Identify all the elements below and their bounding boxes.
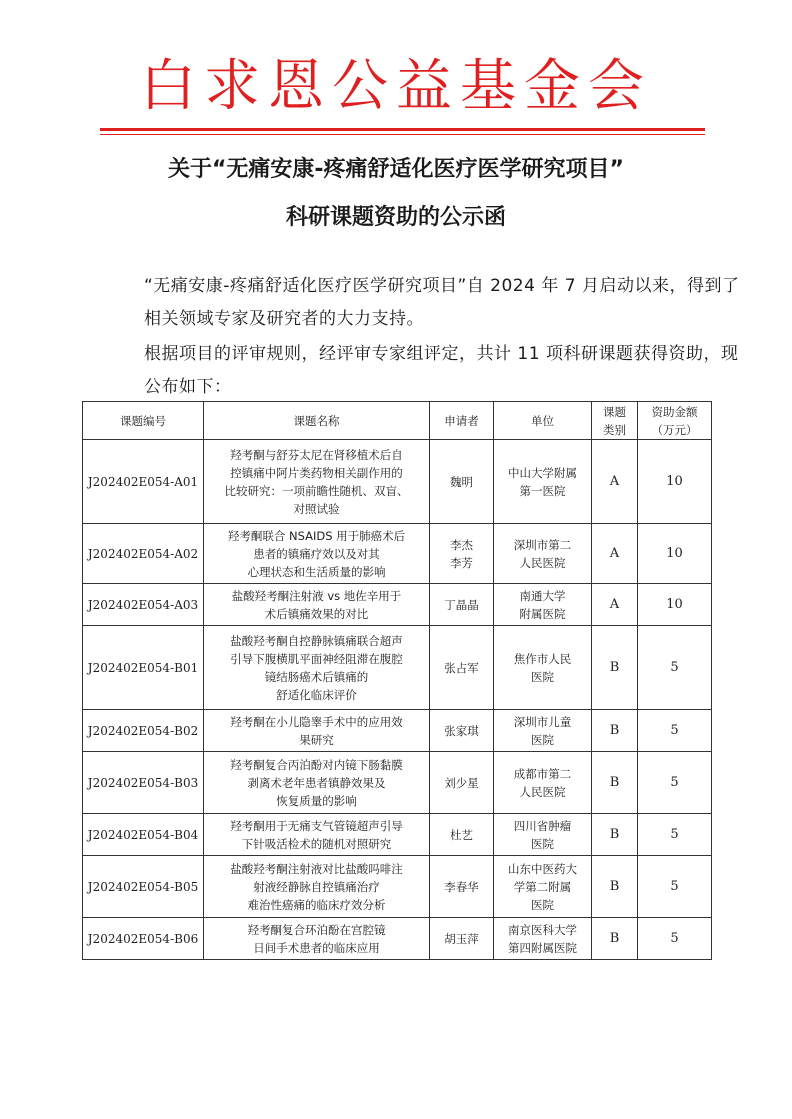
cell-amount: 5 <box>638 856 712 918</box>
document-title-line2: 科研课题资助的公示函 <box>285 205 506 230</box>
cell-unit: 成都市第二 人民医院 <box>494 752 592 814</box>
cell-amount: 5 <box>638 710 712 752</box>
cell-unit: 中山大学附属 第一医院 <box>494 440 592 524</box>
cell-name: 羟考酮在小儿隐睾手术中的应用效 果研究 <box>204 710 430 752</box>
document-title-line1: 关于“无痛安康-疼痛舒适化医疗医学研究项目” <box>167 157 625 182</box>
cell-applicant: 刘少星 <box>430 752 494 814</box>
cell-name: 羟考酮联合 NSAIDS 用于肺癌术后 患者的镇痛疗效以及对其 心理状态和生活质量的影响 <box>204 524 430 584</box>
cell-amount: 5 <box>638 814 712 856</box>
cell-applicant: 杜艺 <box>430 814 494 856</box>
table-row <box>83 814 712 856</box>
cell-applicant: 丁晶晶 <box>430 584 494 626</box>
table-row <box>83 856 712 918</box>
table-row <box>83 524 712 584</box>
cell-amount: 5 <box>638 626 712 710</box>
header-divider-thick <box>100 128 705 131</box>
cell-category: B <box>592 626 638 710</box>
cell-category: A <box>592 440 638 524</box>
cell-category: B <box>592 918 638 960</box>
cell-code: J202402E054-A02 <box>83 524 204 584</box>
grant-table <box>82 401 712 960</box>
cell-unit: 深圳市第二 人民医院 <box>494 524 592 584</box>
cell-amount: 10 <box>638 440 712 524</box>
table-row <box>83 752 712 814</box>
cell-category: B <box>592 856 638 918</box>
table-row <box>83 626 712 710</box>
organization-name: 白求恩公益基金会 <box>140 54 652 119</box>
header-category: 课题 类别 <box>592 402 638 440</box>
cell-applicant: 李杰 李芳 <box>430 524 494 584</box>
announcement-paragraph: 根据项目的评审规则，经评审专家组评定，共计 11 项科研课题获得资助，现公布如下： <box>144 344 739 397</box>
cell-applicant: 李春华 <box>430 856 494 918</box>
table-row <box>83 584 712 626</box>
cell-applicant: 胡玉萍 <box>430 918 494 960</box>
cell-amount: 5 <box>638 918 712 960</box>
table-row <box>83 710 712 752</box>
cell-code: J202402E054-B05 <box>83 856 204 918</box>
cell-amount: 5 <box>638 752 712 814</box>
intro-paragraph: “无痛安康-疼痛舒适化医疗医学研究项目”自 2024 年 7 月启动以来，得到了相关领域专家及研究者的大力支持。 <box>144 276 740 329</box>
table-row <box>83 440 712 524</box>
table-header-row <box>83 402 712 440</box>
cell-name: 羟考酮与舒芬太尼在肾移植术后自 控镇痛中阿片类药物相关副作用的 比较研究：一项前瞻性随机、双盲、 对照试验 <box>204 440 430 524</box>
cell-amount: 10 <box>638 584 712 626</box>
cell-name: 盐酸羟考酮注射液 vs 地佐辛用于 术后镇痛效果的对比 <box>204 584 430 626</box>
cell-unit: 南京医科大学 第四附属医院 <box>494 918 592 960</box>
cell-code: J202402E054-B03 <box>83 752 204 814</box>
header-divider-thin <box>100 134 705 135</box>
cell-category: B <box>592 752 638 814</box>
cell-code: J202402E054-B01 <box>83 626 204 710</box>
cell-category: B <box>592 814 638 856</box>
header-amount: 资助金额 （万元） <box>638 402 712 440</box>
table-body <box>83 440 712 960</box>
cell-code: J202402E054-A01 <box>83 440 204 524</box>
cell-name: 羟考酮复合环泊酚在宫腔镜 日间手术患者的临床应用 <box>204 918 430 960</box>
cell-name: 羟考酮复合丙泊酚对内镜下肠黏膜 剥离术老年患者镇静效果及 恢复质量的影响 <box>204 752 430 814</box>
table-row <box>83 918 712 960</box>
cell-unit: 四川省肿瘤 医院 <box>494 814 592 856</box>
header-code: 课题编号 <box>83 402 204 440</box>
header-unit: 单位 <box>494 402 592 440</box>
cell-category: A <box>592 584 638 626</box>
cell-code: J202402E054-B02 <box>83 710 204 752</box>
cell-category: B <box>592 710 638 752</box>
cell-code: J202402E054-B04 <box>83 814 204 856</box>
cell-applicant: 张占军 <box>430 626 494 710</box>
header-name: 课题名称 <box>204 402 430 440</box>
cell-name: 盐酸羟考酮自控静脉镇痛联合超声 引导下腹横肌平面神经阻滞在腹腔 镜结肠癌术后镇痛的 舒适化临床评价 <box>204 626 430 710</box>
cell-unit: 深圳市儿童 医院 <box>494 710 592 752</box>
cell-name: 盐酸羟考酮注射液对比盐酸吗啡注 射液经静脉自控镇痛治疗 难治性癌痛的临床疗效分析 <box>204 856 430 918</box>
cell-unit: 山东中医药大 学第二附属 医院 <box>494 856 592 918</box>
cell-applicant: 张家琪 <box>430 710 494 752</box>
cell-category: A <box>592 524 638 584</box>
header-applicant: 申请者 <box>430 402 494 440</box>
cell-code: J202402E054-A03 <box>83 584 204 626</box>
cell-code: J202402E054-B06 <box>83 918 204 960</box>
cell-applicant: 魏明 <box>430 440 494 524</box>
cell-amount: 10 <box>638 524 712 584</box>
cell-name: 羟考酮用于无痛支气管镜超声引导 下针吸活检术的随机对照研究 <box>204 814 430 856</box>
cell-unit: 焦作市人民 医院 <box>494 626 592 710</box>
cell-unit: 南通大学 附属医院 <box>494 584 592 626</box>
